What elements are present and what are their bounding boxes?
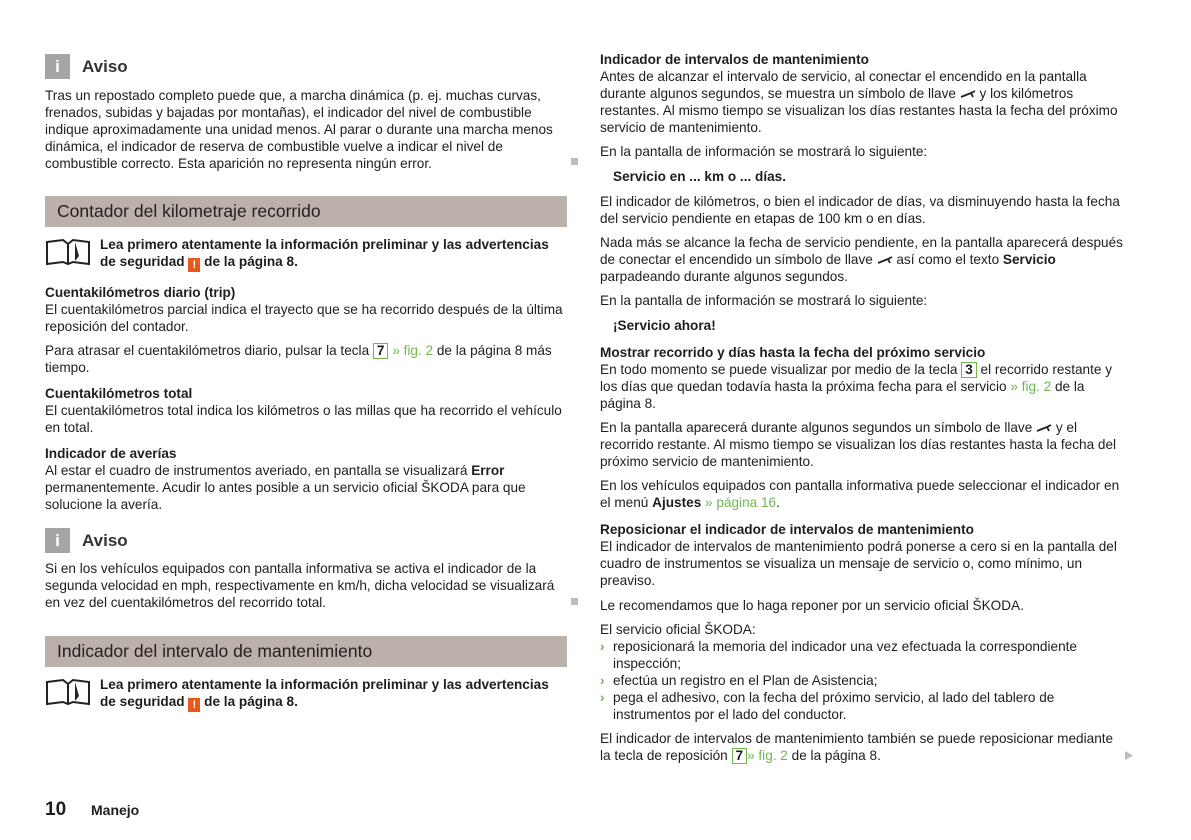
service-interval-section: Indicador de intervalos de mantenimiento Antes de alcanzar el intervalo de servicio, al conectar el encendido en la pantalla durante algunos segundos, se muestra un símbolo de llave y los kilómetros restantes. Al mismo tiempo se visualizan los días restantes hasta la fecha del próximo servicio de mantenimiento. [600,52,1118,135]
list-item: › reposicionará la memoria del indicador una vez efectuada la correspondiente inspección; [600,639,1077,671]
book-icon [45,238,91,266]
paragraph: En la pantalla aparecerá durante algunos segundos un símbolo de llave y el recorrido restante. Al mismo tiempo se visualizan los días restantes hasta la fecha del próximo servicio de mantenimiento. [600,420,1117,469]
section-heading-text: Contador del kilometraje recorrido [57,201,321,221]
note-title: Aviso [82,531,128,550]
safety-notice: Lea primero atentamente la información preliminar y las advertencias de seguridad ! de la página 8. [45,676,565,712]
show-distance-section: Mostrar recorrido y días hasta la fecha del próximo servicio En todo momento se puede visualizar por medio de la tecla 3 el recorrido restante y los días que quedan todavía hasta la próxima fecha para el servicio » fig. 2 de la página 8. [600,345,1113,411]
wrench-icon [877,256,893,264]
note-title: Aviso [82,57,128,76]
paragraph: El indicador de intervalos de mantenimiento también se puede reposicionar mediante la tecla de reposición 7 » fig. 2 de la página 8. [600,731,1114,763]
key-7: 7 [732,748,748,764]
section-heading-text: Indicador del intervalo de mantenimiento [57,641,373,661]
fig-link[interactable]: » fig. 2 [1010,379,1052,394]
paragraph: Le recomendamos que lo haga reponer por un servicio oficial ŠKODA. [600,598,1024,613]
book-icon [45,678,91,706]
note-text: Si en los vehículos equipados con pantalla informativa se activa el indicador de la segunda velocidad en mph, respectivamente en km/h, dicha velocidad se visualizará en vez del cuentakilómetros del recorrido total. [45,561,555,610]
total-section: Cuentakilómetros total El cuentakilómetros total indica los kilómetros o las millas que ha recorrido el vehículo en total. [45,386,562,435]
paragraph: El servicio oficial ŠKODA: [600,622,756,637]
averias-section: Indicador de averías Al estar el cuadro de instrumentos averiado, en pantalla se visualizará Error permanentemente. Acudir lo antes posible a un servicio oficial ŠKODA para que solucione la avería. [45,446,526,512]
wrench-icon [960,90,976,98]
trip-section: Cuentakilómetros diario (trip) El cuentakilómetros parcial indica el trayecto que se ha recorrido después de la última reposición del contador. [45,285,563,334]
warning-icon: ! [188,698,200,712]
fig-link[interactable]: » fig. 2 [747,748,788,763]
key-7: 7 [373,343,389,359]
info-icon: i [45,54,70,79]
paragraph: En los vehículos equipados con pantalla informativa puede seleccionar el indicador en el menú Ajustes » página 16. [600,478,1120,510]
paragraph: El indicador de kilómetros, o bien el indicador de días, va disminuyendo hasta la fecha del servicio pendiente en etapas de 100 km o en días. [600,194,1120,226]
service-list [600,638,1124,723]
reset-paragraph: Para atrasar el cuentakilómetros diario, pulsar la tecla 7 » fig. 2 de la página 8 más tiempo. [45,343,552,375]
wrench-icon [1036,424,1052,432]
continue-arrow-icon [1125,751,1133,760]
display-message: Servicio en ... km o ... días. [613,169,787,184]
section-end-marker [571,598,578,605]
reset-indicator-section: Reposicionar el indicador de intervalos de mantenimiento El indicador de intervalos de mantenimiento podrá ponerse a cero si en la pantalla del cuadro de instrumentos se visualiza un mensaje de servicio o, como mínimo, un preaviso. [600,522,1117,588]
display-message: ¡Servicio ahora! [613,318,716,333]
section-end-marker [571,158,578,165]
paragraph: En la pantalla de información se mostrará lo siguiente: [600,293,928,308]
paragraph: En la pantalla de información se mostrará lo siguiente: [600,144,928,159]
page-link[interactable]: » página 16 [705,495,777,510]
page-number: 10 [45,799,67,820]
note-text: Tras un repostado completo puede que, a marcha dinámica (p. ej. muchas curvas, frenados, subidas y bajadas por montañas), el indicador del nivel de combustible indique aproximadamente una unidad menos. Al parar o durante una marcha menos dinámica, el indicador de reserva de combustible vuelve a indicar el nivel de combustible correcto. Esta aparición no representa ningún error. [45,88,553,171]
info-icon: i [45,528,70,553]
section-heading [45,196,567,227]
key-3: 3 [961,362,977,378]
list-item: › efectúa un registro en el Plan de Asistencia; [600,673,878,688]
section-heading [45,636,567,667]
safety-notice: Lea primero atentamente la información preliminar y las advertencias de seguridad ! de la página 8. [45,236,565,272]
paragraph: Nada más se alcance la fecha de servicio pendiente, en la pantalla aparecerá después de conectar el encendido un símbolo de llave así como el texto Servicio parpadeando durante algunos segundos. [600,235,1123,284]
fig-link[interactable]: » fig. 2 [392,343,434,358]
warning-icon: ! [188,258,200,272]
section-name: Manejo [91,802,140,818]
list-item: › pega el adhesivo, con la fecha del próximo servicio, al lado del tablero de instrumentos por el lado del conductor. [600,690,1055,722]
